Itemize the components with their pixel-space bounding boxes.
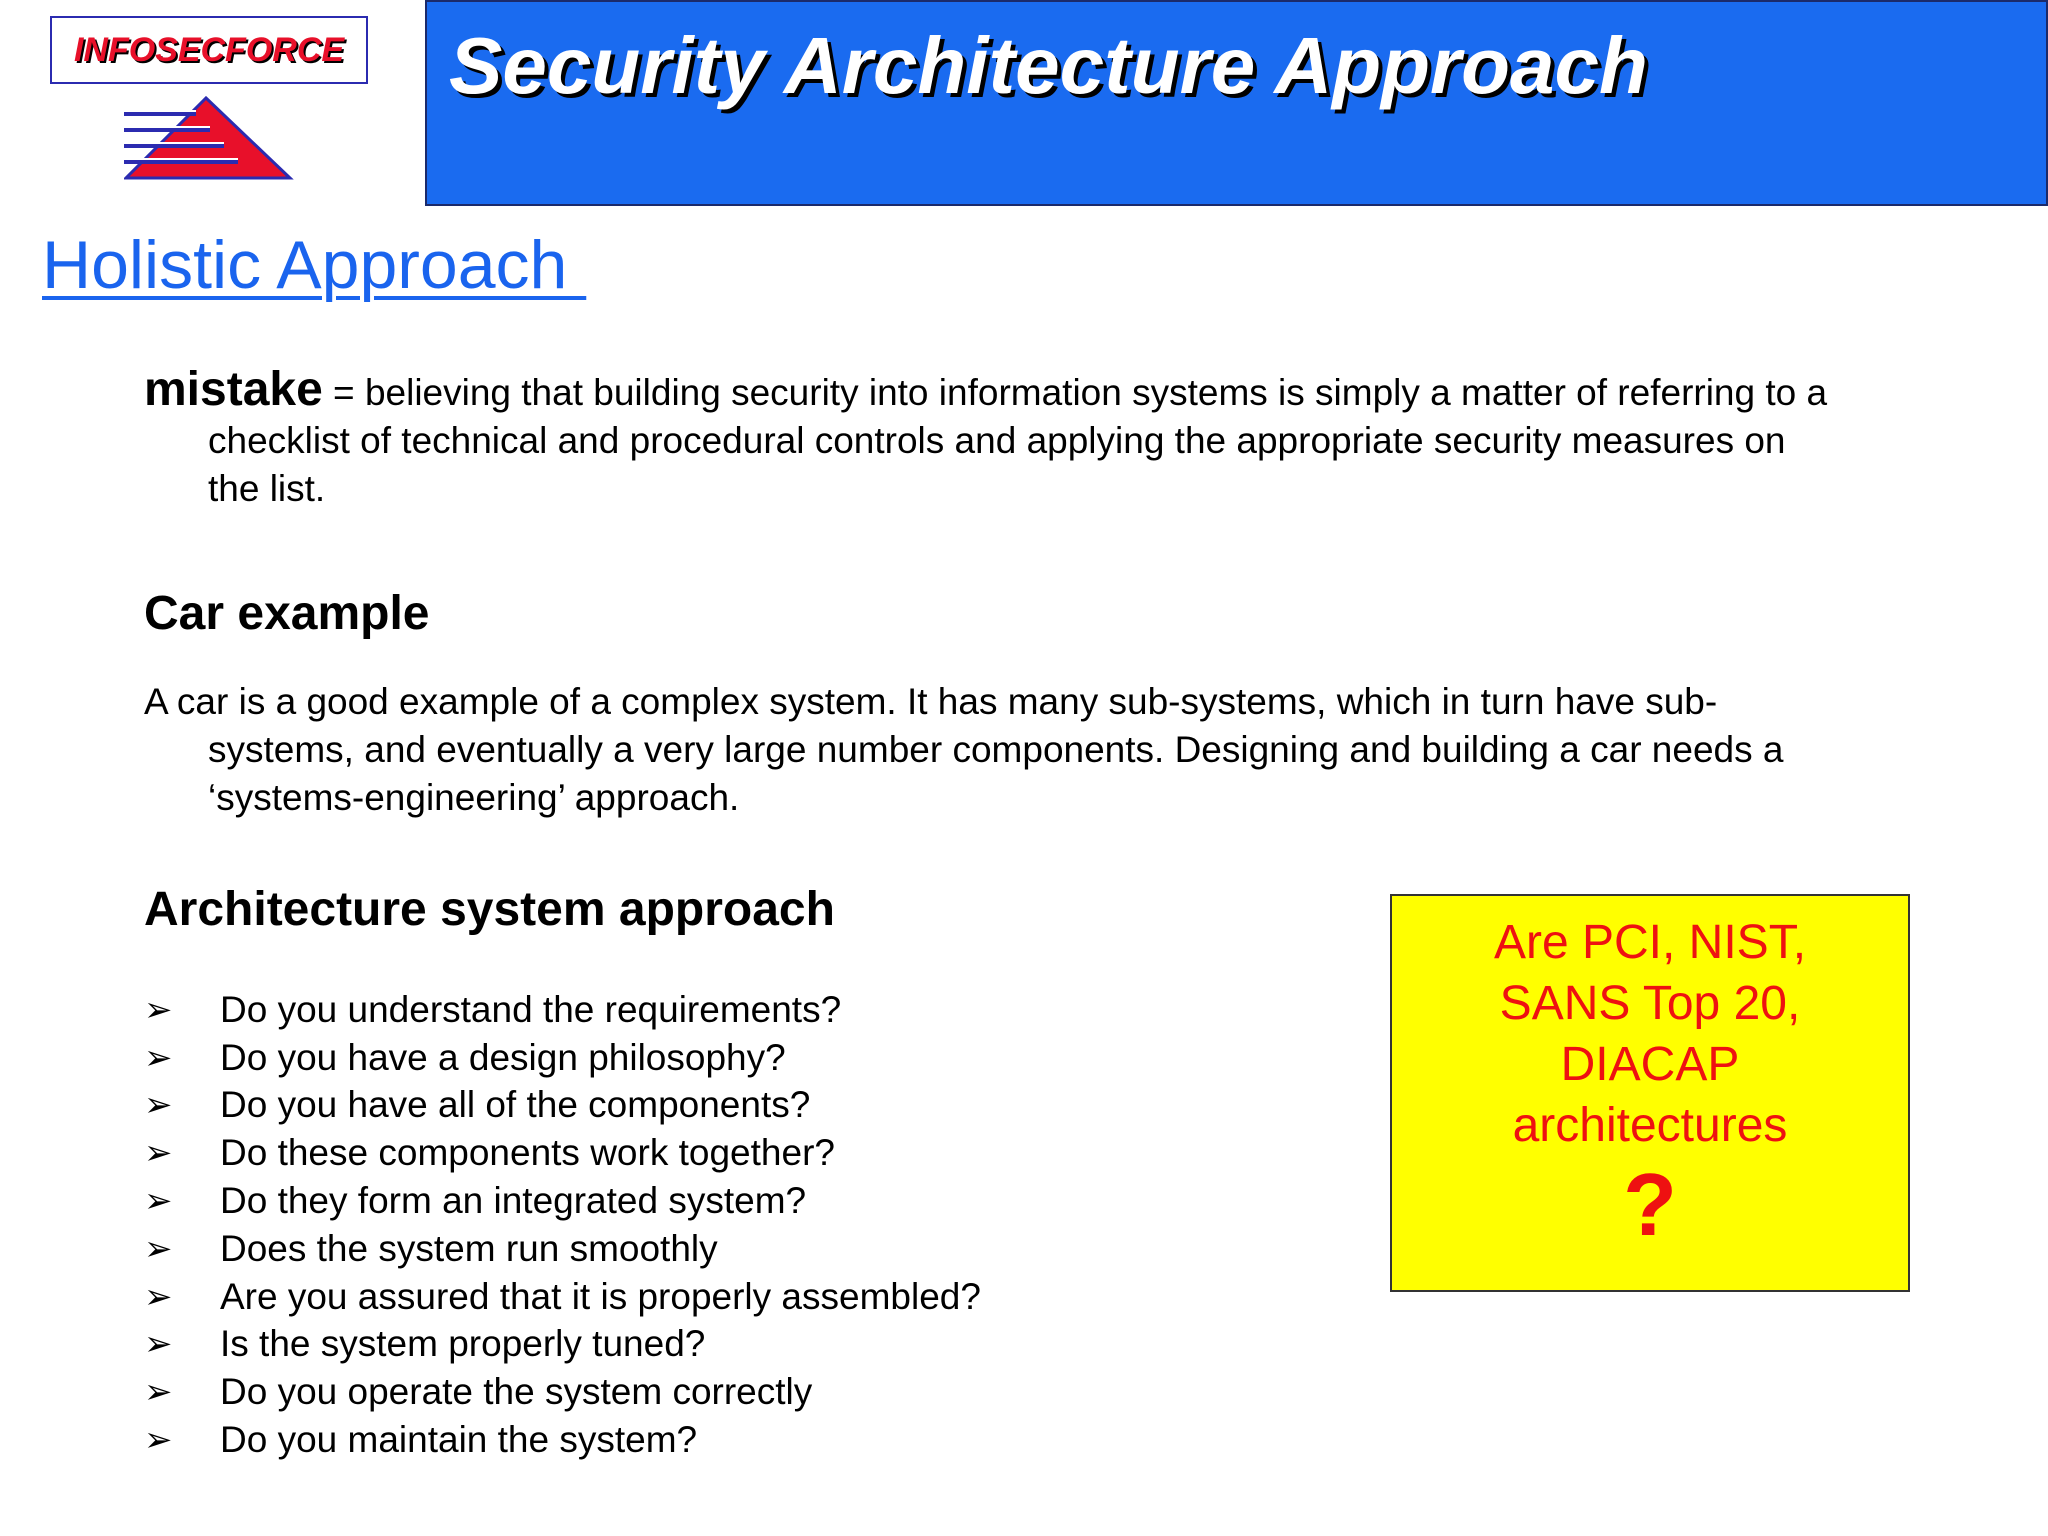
list-item-text: Do you understand the requirements? [220,988,842,1030]
list-item [144,1416,981,1464]
header-bar [425,0,2048,206]
car-example-heading: Car example [144,587,430,640]
callout-line: Are PCI, NIST, [1493,916,1807,969]
list-item [144,1225,981,1273]
list-item-text: Is the system properly tuned? [220,1323,706,1365]
page-title: Security Architecture Approach [449,21,1648,110]
section-title: Holistic Approach [42,227,587,303]
arrow-bullet-icon: ➢ [144,1085,173,1126]
list-item-text: Does the system run smoothly [220,1227,718,1269]
list-item [144,986,981,1034]
list-item [144,1129,981,1177]
callout-line: SANS Top 20, [1499,977,1801,1030]
list-item [144,1368,981,1416]
arrow-bullet-icon: ➢ [144,1372,173,1413]
arrow-bullet-icon: ➢ [144,1037,173,1078]
arrow-bullet-icon: ➢ [144,1276,173,1317]
mistake-definition: = believing that building security into information systems is simply a matter of referring to a checklist of technical and procedural controls and applying the appropriate security measures on the list. [208,372,1828,509]
arrow-bullet-icon: ➢ [144,1181,173,1222]
callout-line: architectures [1512,1099,1788,1152]
list-item-text: Do you operate the system correctly [220,1371,813,1413]
company-logo [50,16,368,84]
callout-line: DIACAP [1560,1038,1740,1091]
list-item [144,1273,981,1321]
list-item-text: Do you maintain the system? [220,1419,698,1461]
list-item [144,1321,981,1369]
list-item-text: Do you have a design philosophy? [220,1036,786,1078]
list-item [144,1177,981,1225]
arrow-bullet-icon: ➢ [144,1324,173,1365]
list-item [144,1034,981,1082]
car-example-paragraph: A car is a good example of a complex system. It has many sub-systems, which in turn have sub-systems, and eventually a very large number components. Designing and building a car needs a ‘systems-engineering’ approach. [144,681,1784,818]
question-mark: ? [1623,1155,1677,1254]
architecture-checklist [144,986,981,1464]
list-item-text: Are you assured that it is properly assembled? [220,1275,981,1317]
arrow-bullet-icon: ➢ [144,1133,173,1174]
arrow-bullet-icon: ➢ [144,989,173,1030]
arrow-bullet-icon: ➢ [144,1420,173,1461]
stepped-triangle-logo-icon [124,96,294,180]
standards-callout [1390,894,1910,1292]
list-item-text: Do you have all of the components? [220,1084,811,1126]
mistake-term: mistake [144,363,323,416]
architecture-heading: Architecture system approach [144,883,835,936]
list-item [144,1082,981,1130]
arrow-bullet-icon: ➢ [144,1228,173,1269]
list-item-text: Do they form an integrated system? [220,1180,807,1222]
logo-text: INFOSECFORCE [73,30,345,69]
mistake-paragraph [144,363,1844,513]
list-item-text: Do these components work together? [220,1132,835,1174]
